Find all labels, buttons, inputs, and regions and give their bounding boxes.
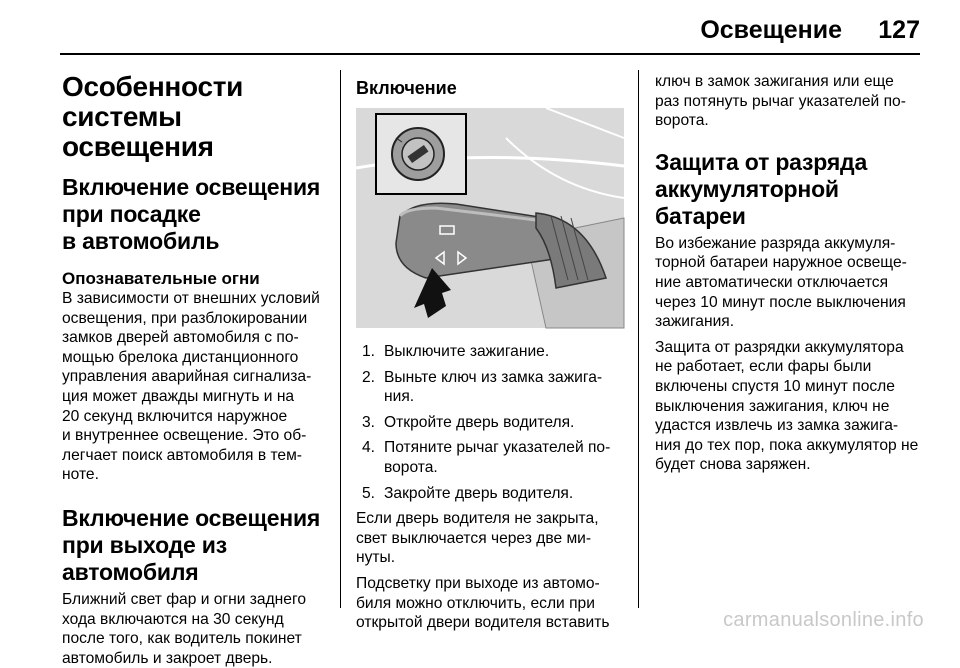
heading-line: при выходе из: [62, 531, 227, 558]
heading-exit-lighting: [62, 505, 332, 586]
step-number: 5.: [362, 484, 376, 502]
list-item: [356, 368, 624, 407]
step-number: 2.: [362, 368, 376, 386]
paragraph-door-open: [356, 509, 624, 568]
text-line: ние автоматически отключается: [655, 273, 889, 291]
text-line: нуты.: [356, 549, 396, 567]
paragraph-battery-protection-exception: [655, 338, 925, 475]
heading-battery-protection: [655, 149, 925, 230]
text-line: после того, как водитель покинет: [62, 630, 302, 648]
step-number: 3.: [362, 413, 376, 431]
text-line: через 10 минут после выключения: [655, 293, 906, 311]
paragraph-continued: [655, 72, 925, 131]
text-line: Защита от разрядки аккумулятора: [655, 338, 904, 356]
text-line: раз потянуть рычаг указателей по-: [655, 92, 906, 110]
lever-drawing: [356, 108, 624, 328]
text-line: 20 секунд включится наружное: [62, 407, 288, 425]
header-rule: [60, 53, 920, 55]
column-2: [356, 72, 624, 633]
text-line: будет снова заряжен.: [655, 456, 811, 474]
text-line: включены спустя 10 минут после: [655, 377, 895, 395]
heading-entry-lighting: [62, 174, 332, 255]
text-line: ния.: [384, 388, 415, 406]
text-line: управления аварийная сигнализа-: [62, 368, 312, 386]
text-line: Подсветку при выходе из автомо-: [356, 574, 600, 592]
text-line: ворота.: [384, 458, 438, 476]
column-divider: [638, 70, 639, 608]
text-line: Выньте ключ из замка зажига-: [384, 368, 603, 386]
section-title: Освещение: [700, 16, 842, 44]
text-line: биля можно отключить, если при: [356, 594, 595, 612]
text-line: ния до тех пор, пока аккумулятор не: [655, 436, 919, 454]
step-number: 4.: [362, 439, 376, 457]
paragraph-exit-lighting: [62, 590, 332, 668]
text-line: ноте.: [62, 466, 99, 484]
heading-locator-lights: Опознавательные огни: [62, 269, 260, 288]
indicator-lever-illustration: [356, 108, 624, 328]
text-line: ворота.: [655, 112, 709, 130]
heading-line: Защита от разряда: [655, 148, 868, 175]
text-line: автомобиль и закроет дверь.: [62, 649, 273, 667]
text-line: открытой двери водителя вставить: [356, 614, 610, 632]
text-line: Во избежание разряда аккумуля-: [655, 234, 896, 252]
text-line: удастся извлечь из замка зажига-: [655, 417, 899, 435]
list-item: [356, 484, 624, 504]
column-divider: [340, 70, 341, 608]
text-line: замков дверей автомобиля с по-: [62, 329, 299, 347]
text-line: и внутреннее освещение. Это об-: [62, 427, 307, 445]
list-item: [356, 413, 624, 433]
paragraph-locator-lights: [62, 289, 332, 485]
text-line: Выключите зажигание.: [384, 343, 550, 360]
column-1: [62, 72, 332, 668]
paragraph-disable-exit-lighting: [356, 574, 624, 633]
text-line: освещения, при разблокировании: [62, 309, 308, 327]
text-line: торной батареи наружное освеще-: [655, 254, 907, 272]
heading-line: автомобиля: [62, 558, 199, 585]
paragraph-battery-protection: [655, 234, 925, 332]
text-line: В зависимости от внешних условий: [62, 290, 320, 307]
heading-line: Включение освещения: [62, 504, 321, 531]
heading-line: Особенности системы: [62, 71, 244, 132]
heading-line: при посадке: [62, 201, 201, 227]
text-line: Если дверь водителя не закрыта,: [356, 510, 599, 528]
text-line: Откройте дверь водителя.: [384, 413, 575, 431]
text-line: выключения зажигания, ключ не: [655, 397, 890, 415]
text-line: ключ в замок зажигания или еще: [655, 73, 894, 90]
page-header: [0, 16, 960, 52]
text-line: зажигания.: [655, 313, 735, 331]
text-line: ция может дважды мигнуть и на: [62, 387, 295, 405]
column-3: [655, 72, 925, 475]
text-line: свет выключается через две ми-: [356, 529, 592, 547]
list-item: [356, 342, 624, 362]
heading-line: в автомобиль: [62, 228, 220, 254]
steps-list: [356, 342, 624, 503]
step-number: 1.: [362, 343, 376, 360]
page-number: 127: [878, 16, 920, 44]
text-line: хода включаются на 30 секунд: [62, 610, 284, 628]
heading-line: Включение освещения: [62, 174, 321, 200]
heading-lighting-features: [62, 72, 332, 162]
text-line: не работает, если фары были: [655, 358, 872, 376]
heading-line: аккумуляторной батареи: [655, 175, 839, 229]
heading-line: освещения: [62, 131, 214, 162]
list-item: [356, 438, 624, 477]
watermark: carmanualsonline.info: [723, 609, 924, 631]
text-line: Ближний свет фар и огни заднего: [62, 590, 306, 608]
text-line: Потяните рычаг указателей по-: [384, 439, 611, 457]
heading-activation: Включение: [356, 78, 457, 98]
text-line: Закройте дверь водителя.: [384, 484, 574, 502]
text-line: мощью брелока дистанционного: [62, 348, 299, 366]
text-line: легчает поиск автомобиля в тем-: [62, 446, 302, 464]
